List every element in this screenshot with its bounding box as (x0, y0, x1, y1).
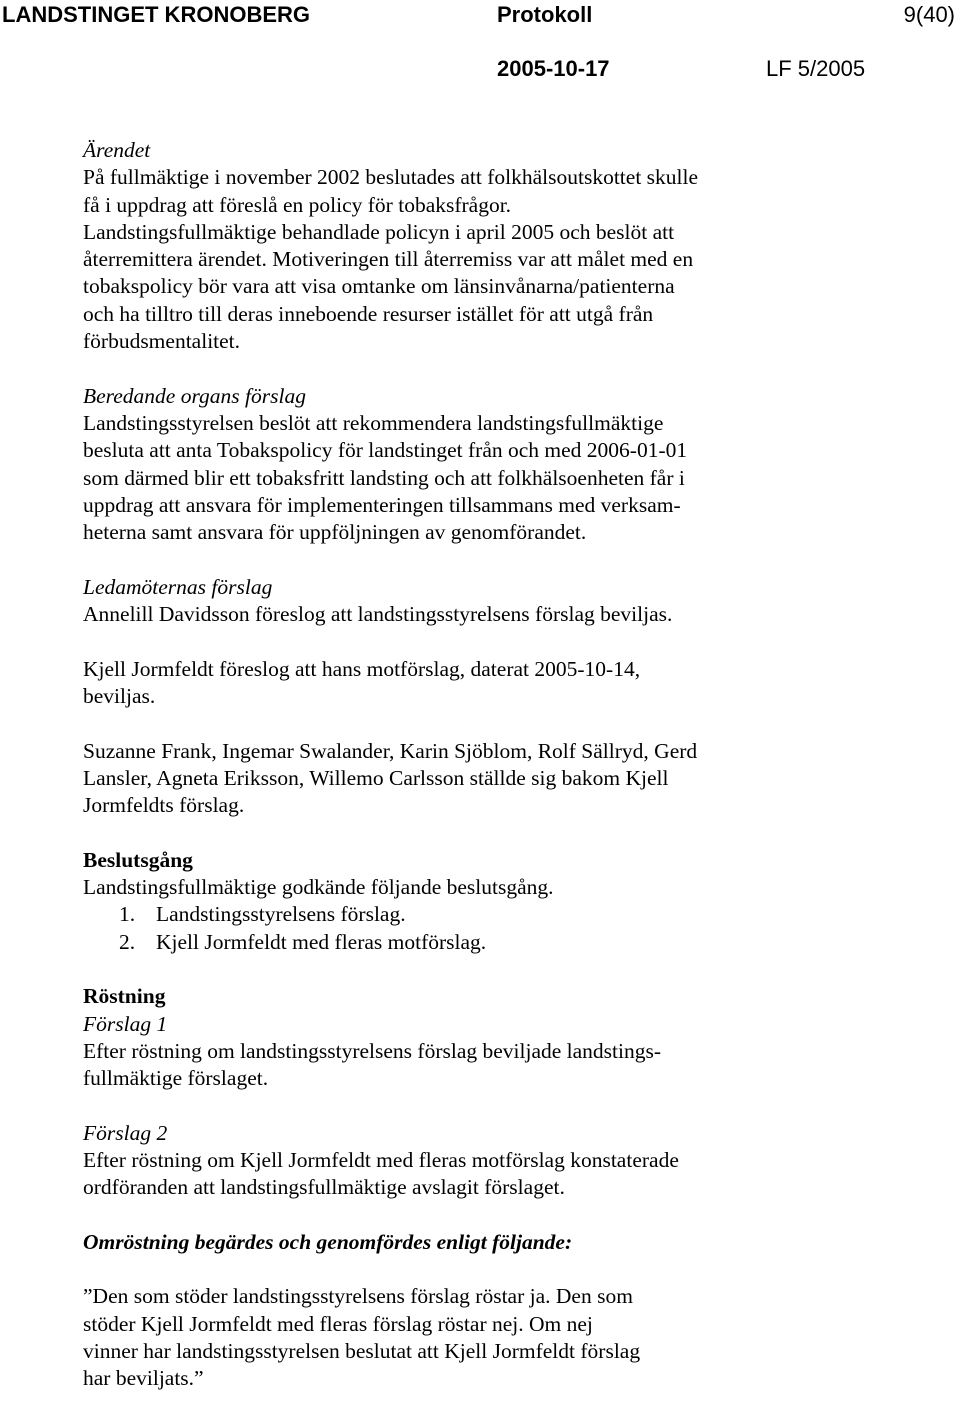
text-line: ordföranden att landstingsfullmäktige avslagit förslaget. (83, 1175, 565, 1200)
text-line: som därmed blir ett tobaksfritt landsting och att folkhälsoenheten får i (83, 465, 685, 490)
org-name: LANDSTINGET KRONOBERG (2, 2, 310, 27)
text-line: beviljas. (83, 683, 156, 708)
section-heading: Röstning (83, 984, 166, 1009)
text-line: ”Den som stöder landstingsstyrelsens förslag röstar ja. Den som (83, 1284, 633, 1309)
vote-proposition-quote (83, 1283, 943, 1392)
section-heading: Beredande organs förslag (83, 383, 306, 408)
list-number: 2. (119, 929, 136, 954)
section-beredande (83, 383, 943, 547)
section-heading: Omröstning begärdes och genomfördes enligt följande: (83, 1229, 573, 1254)
decision-list (83, 901, 943, 956)
list-number: 1. (119, 902, 136, 927)
text-line: besluta att anta Tobakspolicy för landstinget från och med 2006-01-01 (83, 438, 688, 463)
text-line: heterna samt ansvara för uppföljningen av genomförandet. (83, 520, 587, 545)
text-line: och ha tilltro till deras inneboende resurser istället för att utgå från (83, 301, 654, 326)
text-line: få i uppdrag att föreslå en policy för tobaksfrågor. (83, 192, 512, 217)
text-line: uppdrag att ansvara för implementeringen tillsammans med verksam- (83, 492, 681, 517)
document-type: Protokoll (497, 2, 593, 27)
text-line: vinner har landstingsstyrelsen beslutat att Kjell Jormfeldt förslag (83, 1339, 641, 1364)
text-line: På fullmäktige i november 2002 beslutades att folkhälsoutskottet skulle (83, 165, 699, 190)
text-line: Efter röstning om Kjell Jormfeldt med fleras motförslag konstaterade (83, 1147, 679, 1172)
text-line: Suzanne Frank, Ingemar Swalander, Karin Sjöblom, Rolf Sällryd, Gerd (83, 738, 698, 763)
section-omrostning (83, 1229, 943, 1393)
list-item (83, 901, 943, 928)
list-text: Kjell Jormfeldt med fleras motförslag. (156, 929, 487, 954)
text-line: tobakspolicy bör vara att visa omtanke om länsinvånarna/patienterna (83, 274, 675, 299)
text-line: fullmäktige förslaget. (83, 1066, 269, 1091)
section-ledamoter (83, 574, 943, 820)
text-line: Jormfeldts förslag. (83, 793, 245, 818)
list-item (83, 929, 943, 956)
meeting-date: 2005-10-17 (497, 56, 610, 81)
section-beslutsgang (83, 847, 943, 956)
text-line: Landstingsfullmäktige behandlade policyn i april 2005 och beslöt att (83, 219, 675, 244)
text-line: Landstingsfullmäktige godkände följande beslutsgång. (83, 875, 554, 900)
section-arendet (83, 137, 943, 355)
section-heading: Ärendet (83, 138, 151, 162)
text-line: stöder Kjell Jormfeldt med fleras förslag röstar nej. Om nej (83, 1311, 593, 1336)
protocol-body (83, 137, 943, 1393)
subsection-heading: Förslag 2 (83, 1120, 168, 1145)
text-line: förbudsmentalitet. (83, 329, 241, 354)
text-line: Efter röstning om landstingsstyrelsens förslag beviljade landstings- (83, 1038, 662, 1063)
text-line: Annelill Davidsson föreslog att landstingsstyrelsens förslag beviljas. (83, 602, 673, 627)
text-line: Landstingsstyrelsen beslöt att rekommendera landstingsfullmäktige (83, 410, 664, 435)
text-line: har beviljats.” (83, 1366, 204, 1391)
section-heading: Ledamöternas förslag (83, 574, 273, 599)
section-heading: Beslutsgång (83, 847, 193, 872)
text-line: Kjell Jormfeldt föreslog att hans motförslag, daterat 2005-10-14, (83, 656, 641, 681)
list-text: Landstingsstyrelsens förslag. (156, 902, 406, 927)
section-rostning (83, 983, 943, 1201)
case-reference: LF 5/2005 (766, 56, 866, 81)
page-number: 9(40) (903, 2, 955, 27)
subsection-heading: Förslag 1 (83, 1011, 168, 1036)
text-line: Lansler, Agneta Eriksson, Willemo Carlsson ställde sig bakom Kjell (83, 765, 669, 790)
text-line: återremittera ärendet. Motiveringen till återremiss var att målet med en (83, 247, 694, 272)
